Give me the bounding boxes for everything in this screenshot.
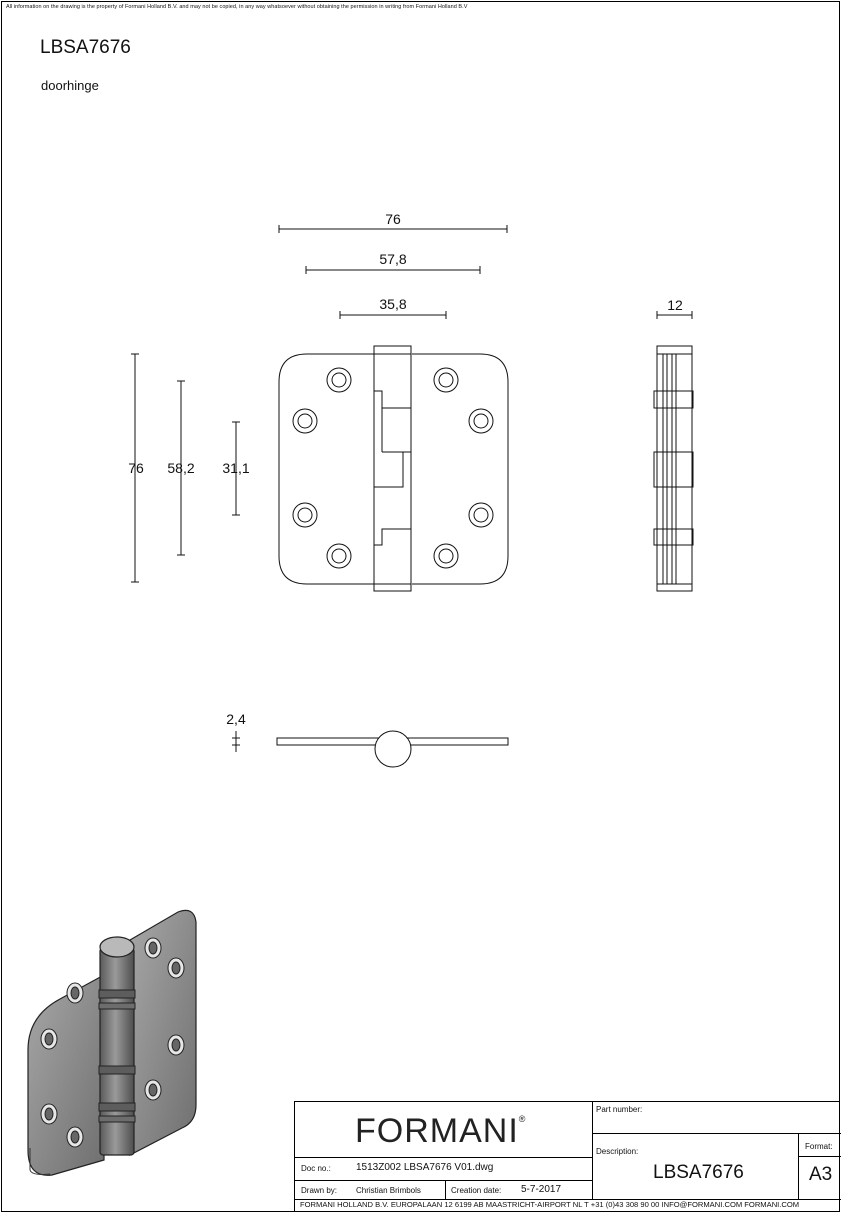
doc-no-value: 1513Z002 LBSA7676 V01.dwg (356, 1162, 494, 1173)
drawing-subtitle: doorhinge (41, 78, 99, 93)
hinge-front-view (279, 346, 508, 591)
hinge-3d-render (28, 910, 196, 1175)
doc-no-label: Doc no.: (301, 1164, 331, 1173)
dim-depth-label: 12 (667, 297, 683, 313)
drawn-by-value: Christian Brimbols (356, 1186, 421, 1195)
hinge-top-view (277, 731, 508, 767)
divider (592, 1102, 593, 1199)
description-label: Description: (596, 1147, 639, 1156)
dim-height-holes-outer-label: 58,2 (167, 460, 195, 476)
divider (295, 1157, 592, 1158)
divider (592, 1133, 841, 1134)
dim-width-holes-outer (306, 266, 480, 274)
format-label: Format: (805, 1142, 833, 1151)
divider (295, 1180, 592, 1181)
divider (798, 1156, 841, 1157)
screw-hole (469, 409, 493, 433)
divider (445, 1180, 446, 1199)
format-value: A3 (809, 1164, 833, 1185)
creation-date-value: 5-7-2017 (521, 1184, 562, 1195)
screw-hole (293, 409, 317, 433)
brand-logo: FORMANI® (355, 1112, 527, 1150)
drawn-by-label: Drawn by: (301, 1186, 338, 1195)
screw-hole (327, 368, 351, 392)
drawing-title: LBSA7676 (40, 37, 131, 58)
dim-width-holes-outer-label: 57,8 (379, 251, 407, 267)
dim-thickness-label: 2,4 (226, 711, 246, 727)
screw-hole (469, 503, 493, 527)
screw-hole (327, 544, 351, 568)
creation-date-label: Creation date: (451, 1186, 502, 1195)
dim-width-total-label: 76 (385, 211, 401, 227)
divider (798, 1133, 799, 1199)
dim-width-holes-inner (340, 311, 446, 319)
part-number-label: Part number: (596, 1105, 643, 1114)
title-block (294, 1101, 840, 1212)
description-value: LBSA7676 (653, 1162, 744, 1183)
copyright-notice: All information on the drawing is the property of Formani Holland B.V. and may not be copied, in any way whatsoever without obtaining the permission in writing from Formani Holland B.V (6, 4, 468, 10)
screw-hole (434, 368, 458, 392)
screw-hole (293, 503, 317, 527)
dim-thickness (232, 731, 240, 752)
dim-height-holes-inner-label: 31,1 (222, 460, 250, 476)
dim-width-holes-inner-label: 35,8 (379, 296, 407, 312)
company-footer: FORMANI HOLLAND B.V. EUROPALAAN 12 6199 AB MAASTRICHT-AIRPORT NL T +31 (0)43 308 90 00 INFO@FORMANI.COM FORMANI.COM (300, 1200, 800, 1209)
hinge-side-view (654, 346, 693, 591)
screw-hole (434, 544, 458, 568)
dim-height-total-label: 76 (128, 460, 144, 476)
